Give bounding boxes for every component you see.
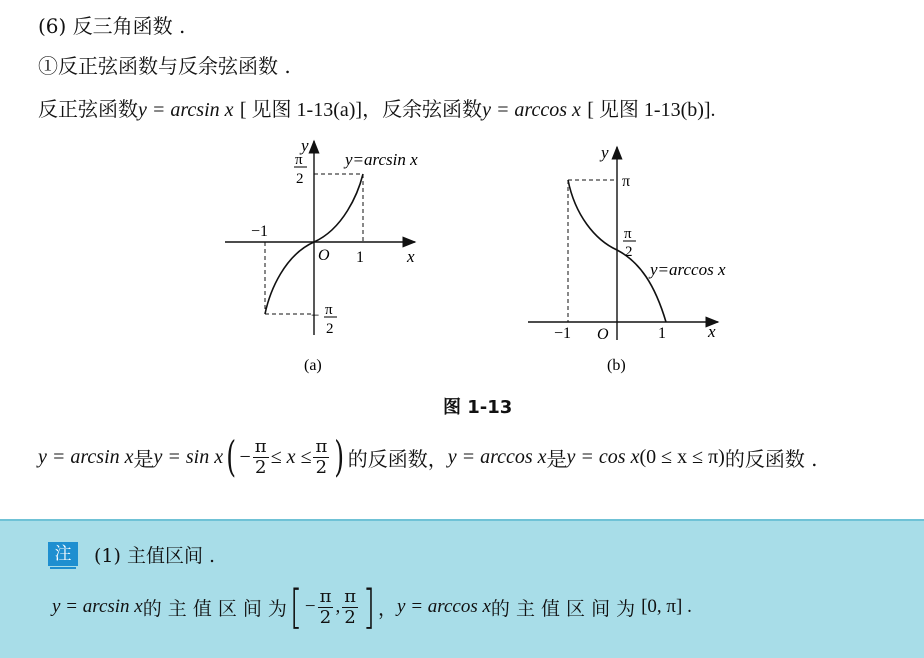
stmt-frac-1: $\frac{\pi}{2}$ <box>254 435 267 478</box>
stmt-lparen: ( <box>226 432 237 481</box>
figure-caption: 图 1-13 <box>443 397 513 418</box>
graph-a-pi-bottom: π <box>325 302 333 318</box>
stmt-rparen: ) <box>334 432 345 481</box>
graph-a-two-top: 2 <box>296 171 304 187</box>
note-text2: 的 主 值 区 间 为 <box>490 597 636 620</box>
graph-a-tick-1: 1 <box>356 249 364 266</box>
graph-a-x-label: x <box>407 247 415 266</box>
graph-a-sublabel: (a) <box>304 357 322 374</box>
stmt-f3: y = arccos x <box>447 445 547 468</box>
intro-sep: ， <box>362 97 383 121</box>
graph-b-two-mid: 2 <box>625 244 633 260</box>
note-interval2: [0, π] . <box>641 596 692 617</box>
note-line <box>52 580 692 634</box>
graph-b-origin: O <box>597 326 609 343</box>
graph-b-pi-mid: π <box>624 226 632 242</box>
note-minus: − <box>304 596 316 617</box>
graph-a-minus: − <box>311 308 320 324</box>
graph-a-origin: O <box>318 247 330 264</box>
intro-text-1: 反正弦函数 <box>38 97 138 121</box>
note-title: (1) 主值区间 . <box>94 545 216 567</box>
note-frac-1: $\frac{\pi}{2}$ <box>319 585 332 628</box>
graph-b-sublabel: (b) <box>607 357 626 374</box>
note-comma: , <box>335 596 341 617</box>
note-lbr: [ <box>289 580 303 634</box>
graph-a-tick-neg1: −1 <box>251 223 269 240</box>
stmt-f1: y = arcsin x <box>38 445 134 468</box>
graph-a-two-bottom: 2 <box>326 321 334 337</box>
stmt-ineq: ≤ x ≤ <box>270 445 312 468</box>
graph-a-pi-top: π <box>295 152 303 168</box>
graph-b-tick-1: 1 <box>658 325 666 342</box>
subsection-heading: ①反正弦函数与反余弦函数 . <box>38 54 291 78</box>
graph-b-y-label: y <box>601 143 609 162</box>
intro-text-2: 反余弦函数 <box>382 97 483 121</box>
graph-b-tick-neg1: −1 <box>554 325 572 342</box>
stmt-inverse2: 的反函数 . <box>724 446 818 471</box>
graph-b-curve-label: y=arccos x <box>650 260 726 279</box>
graph-b-pi-top: π <box>622 173 631 190</box>
intro-formula-1: y = arcsin x <box>138 99 234 121</box>
stmt-f4: y = cos x <box>566 445 640 468</box>
intro-ref-1: [ 见图 1-13(a)] <box>239 99 363 121</box>
stmt-frac-2: $\frac{\pi}{2}$ <box>315 435 328 478</box>
stmt-minus: − <box>239 445 251 468</box>
stmt-f2: y = sin x <box>153 445 224 468</box>
note-tag: 注 <box>48 542 78 566</box>
stmt-domain2: (0 ≤ x ≤ π) <box>639 445 725 468</box>
note-sep: ， <box>378 597 398 620</box>
graph-b <box>528 143 726 374</box>
note-rbr: ] <box>362 580 376 634</box>
note-frac-2: $\frac{\pi}{2}$ <box>344 585 357 628</box>
stmt-is2: 是 <box>546 446 567 471</box>
intro-formula-2: y = arccos x <box>482 99 581 121</box>
graph-a <box>225 136 418 374</box>
intro-ref-2: [ 见图 1-13(b)]. <box>587 99 716 121</box>
note-text1: 的 主 值 区 间 为 <box>142 597 287 620</box>
graph-b-x-label: x <box>708 322 716 341</box>
graph-a-curve-label: y=arcsin x <box>345 150 418 169</box>
note-f2: y = arccos x <box>397 596 491 617</box>
stmt-is1: 是 <box>133 446 154 471</box>
section-heading: (6) 反三角函数 . <box>38 14 186 38</box>
graph-a-y-label: y <box>301 136 309 155</box>
stmt-inverse1: 的反函数， <box>347 446 448 471</box>
note-f1: y = arcsin x <box>52 596 143 617</box>
statement-line <box>38 432 818 481</box>
